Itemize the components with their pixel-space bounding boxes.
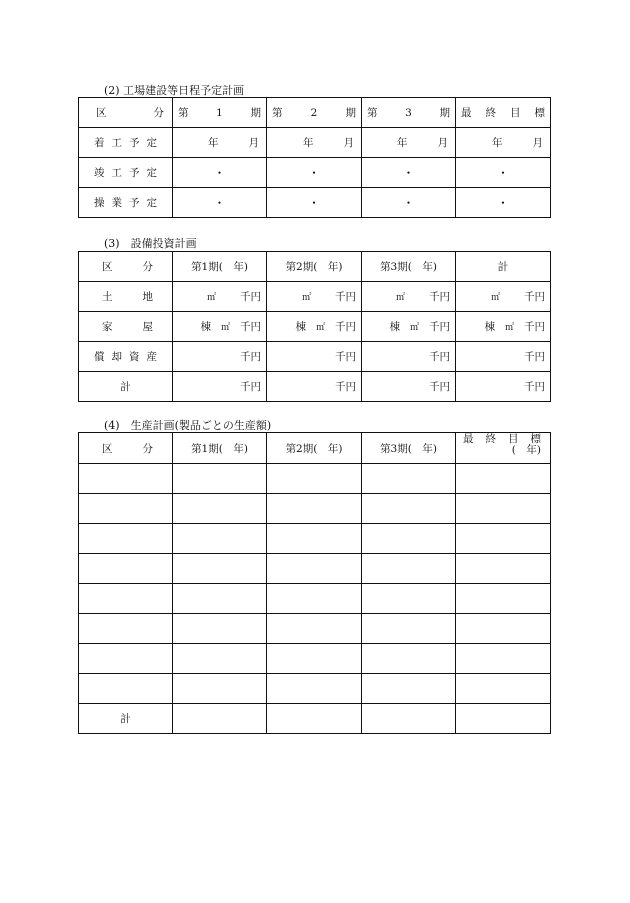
production-cell[interactable] <box>79 644 173 674</box>
investment-row-land <box>79 282 551 312</box>
production-cell[interactable] <box>79 524 173 554</box>
production-cell[interactable] <box>362 644 456 674</box>
production-cell[interactable] <box>267 554 362 584</box>
production-table <box>78 432 551 734</box>
production-cell[interactable] <box>456 704 551 734</box>
production-total-label: 計 <box>79 704 173 734</box>
production-header-kubun: 区 分 <box>79 433 173 464</box>
schedule-cell[interactable]: 年 月 <box>456 128 551 158</box>
production-row-total <box>79 704 551 734</box>
production-title: (4) 生産計画(製品ごとの生産額) <box>104 419 272 432</box>
production-cell[interactable] <box>362 464 456 494</box>
production-cell[interactable] <box>362 554 456 584</box>
production-header-period-3: 第3期( 年) <box>362 433 456 464</box>
investment-cell[interactable]: ㎡ 千円 <box>173 282 267 312</box>
production-cell[interactable] <box>267 524 362 554</box>
production-cell[interactable] <box>267 644 362 674</box>
production-cell[interactable] <box>456 674 551 704</box>
investment-table <box>78 251 551 402</box>
schedule-cell[interactable]: ・ <box>173 188 267 218</box>
production-row <box>79 674 551 704</box>
investment-cell[interactable]: 千円 <box>173 372 267 402</box>
investment-cell[interactable]: 千円 <box>267 372 362 402</box>
production-cell[interactable] <box>79 614 173 644</box>
investment-cell[interactable]: 千円 <box>456 342 551 372</box>
production-cell[interactable] <box>362 704 456 734</box>
schedule-cell[interactable]: ・ <box>267 158 362 188</box>
investment-cell[interactable]: 棟 ㎡ 千円 <box>456 312 551 342</box>
investment-title: (3) 設備投資計画 <box>104 237 197 250</box>
production-cell[interactable] <box>456 464 551 494</box>
production-cell[interactable] <box>362 614 456 644</box>
production-cell[interactable] <box>79 674 173 704</box>
production-cell[interactable] <box>362 584 456 614</box>
production-cell[interactable] <box>267 584 362 614</box>
schedule-cell[interactable]: ・ <box>456 158 551 188</box>
investment-cell[interactable]: ㎡ 千円 <box>267 282 362 312</box>
investment-cell[interactable]: 千円 <box>362 342 456 372</box>
schedule-cell[interactable]: ・ <box>362 158 456 188</box>
production-cell[interactable] <box>79 554 173 584</box>
production-header-period-1: 第1期( 年) <box>173 433 267 464</box>
schedule-cell[interactable]: ・ <box>362 188 456 218</box>
production-cell[interactable] <box>456 494 551 524</box>
production-cell[interactable] <box>362 524 456 554</box>
production-cell[interactable] <box>173 524 267 554</box>
schedule-row-label: 着 工 予 定 <box>79 128 173 158</box>
production-row <box>79 494 551 524</box>
production-cell[interactable] <box>267 494 362 524</box>
schedule-header-period-2: 第 2 期 <box>267 98 362 128</box>
schedule-row-label: 竣 工 予 定 <box>79 158 173 188</box>
investment-cell[interactable]: 棟 ㎡ 千円 <box>173 312 267 342</box>
production-cell[interactable] <box>173 674 267 704</box>
schedule-header-kubun: 区 分 <box>79 98 173 128</box>
investment-cell[interactable]: 千円 <box>362 372 456 402</box>
investment-row-building <box>79 312 551 342</box>
investment-cell[interactable]: 千円 <box>267 342 362 372</box>
investment-cell[interactable]: ㎡ 千円 <box>362 282 456 312</box>
production-cell[interactable] <box>79 494 173 524</box>
schedule-header-final-goal: 最 終 目 標 <box>456 98 551 128</box>
production-cell[interactable] <box>267 704 362 734</box>
schedule-cell[interactable]: ・ <box>267 188 362 218</box>
investment-header-period-1: 第1期( 年) <box>173 252 267 282</box>
investment-cell[interactable]: 棟 ㎡ 千円 <box>362 312 456 342</box>
production-cell[interactable] <box>79 584 173 614</box>
schedule-table <box>78 97 551 218</box>
investment-row-label: 土 地 <box>79 282 173 312</box>
schedule-header-period-1: 第 1 期 <box>173 98 267 128</box>
schedule-title: (2) 工場建設等日程予定計画 <box>104 84 245 97</box>
schedule-cell[interactable]: 年 月 <box>362 128 456 158</box>
production-cell[interactable] <box>173 494 267 524</box>
production-cell[interactable] <box>173 614 267 644</box>
schedule-cell[interactable]: 年 月 <box>173 128 267 158</box>
schedule-row-completion <box>79 158 551 188</box>
production-cell[interactable] <box>362 494 456 524</box>
schedule-cell[interactable]: ・ <box>173 158 267 188</box>
production-row <box>79 464 551 494</box>
schedule-cell[interactable]: 年 月 <box>267 128 362 158</box>
investment-header-kubun: 区 分 <box>79 252 173 282</box>
production-cell[interactable] <box>173 584 267 614</box>
production-cell[interactable] <box>267 464 362 494</box>
schedule-row-start <box>79 128 551 158</box>
investment-row-label: 計 <box>79 372 173 402</box>
investment-cell[interactable]: 棟 ㎡ 千円 <box>267 312 362 342</box>
schedule-header-period-3: 第 3 期 <box>362 98 456 128</box>
production-header-row <box>79 433 551 464</box>
investment-row-label: 償 却 資 産 <box>79 342 173 372</box>
production-cell[interactable] <box>79 464 173 494</box>
investment-row-total <box>79 372 551 402</box>
investment-cell[interactable]: 千円 <box>456 372 551 402</box>
investment-cell[interactable]: 千円 <box>173 342 267 372</box>
investment-header-row <box>79 252 551 282</box>
production-cell[interactable] <box>267 614 362 644</box>
production-row <box>79 584 551 614</box>
production-cell[interactable] <box>456 584 551 614</box>
production-cell[interactable] <box>173 644 267 674</box>
schedule-cell[interactable]: ・ <box>456 188 551 218</box>
production-cell[interactable] <box>456 554 551 584</box>
production-cell[interactable] <box>362 674 456 704</box>
investment-header-total: 計 <box>456 252 551 282</box>
production-header-goal-year: ( 年) <box>511 444 541 456</box>
production-cell[interactable] <box>173 554 267 584</box>
production-header-period-2: 第2期( 年) <box>267 433 362 464</box>
investment-header-period-2: 第2期( 年) <box>267 252 362 282</box>
production-cell[interactable] <box>456 524 551 554</box>
schedule-row-label: 操 業 予 定 <box>79 188 173 218</box>
production-row <box>79 614 551 644</box>
production-row <box>79 554 551 584</box>
production-header-final-goal: 最 終 目 標 ( 年) <box>456 433 551 464</box>
schedule-row-operation <box>79 188 551 218</box>
production-cell[interactable] <box>456 644 551 674</box>
production-cell[interactable] <box>456 614 551 644</box>
production-row <box>79 524 551 554</box>
investment-row-depreciable <box>79 342 551 372</box>
production-cell[interactable] <box>267 674 362 704</box>
investment-header-period-3: 第3期( 年) <box>362 252 456 282</box>
production-cell[interactable] <box>173 464 267 494</box>
investment-cell[interactable]: ㎡ 千円 <box>456 282 551 312</box>
production-row <box>79 644 551 674</box>
schedule-header-row <box>79 98 551 128</box>
investment-row-label: 家 屋 <box>79 312 173 342</box>
production-cell[interactable] <box>173 704 267 734</box>
